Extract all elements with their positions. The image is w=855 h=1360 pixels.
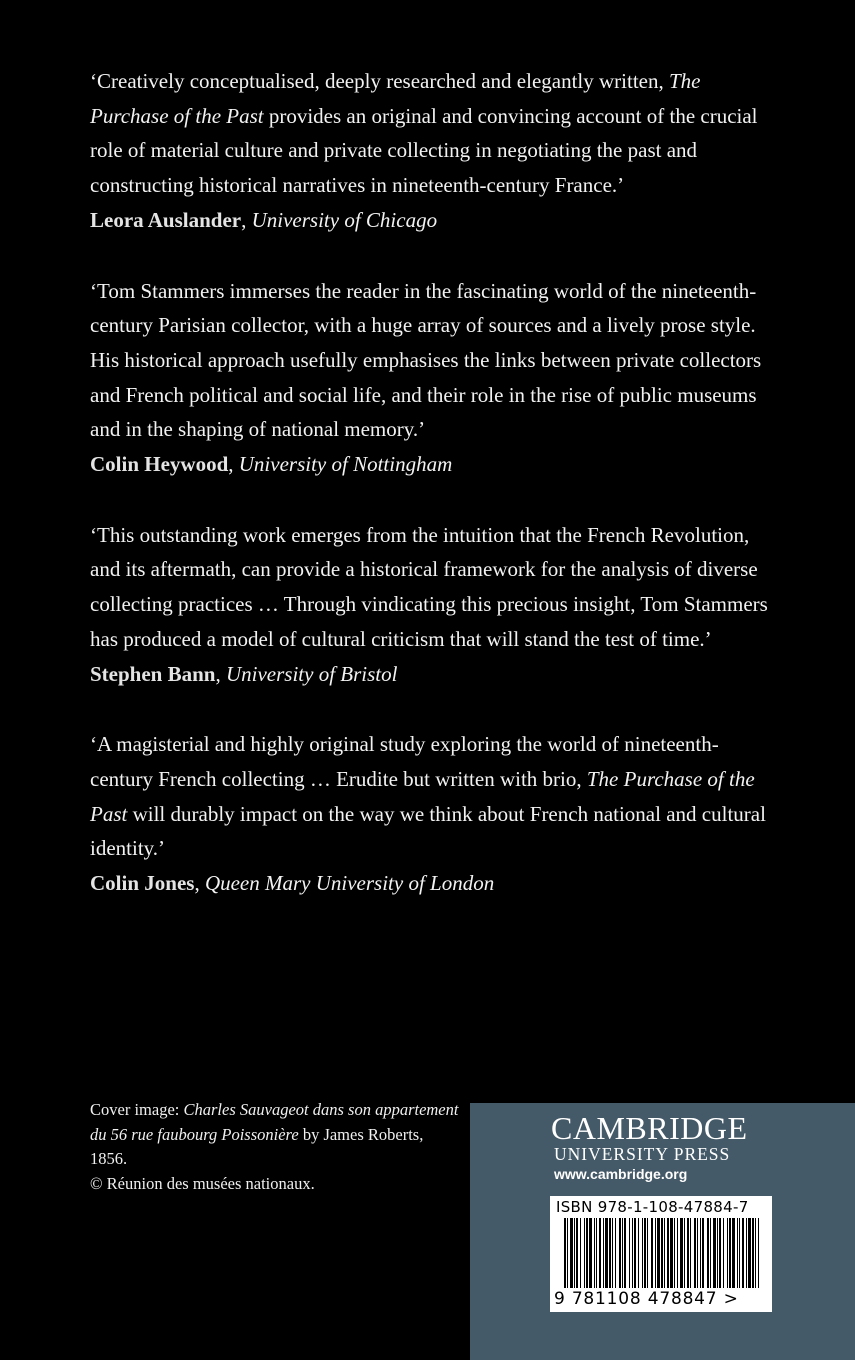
reviewer-affiliation: University of Chicago (251, 207, 438, 232)
barcode-bar (638, 1218, 639, 1288)
barcode-bar (719, 1218, 721, 1288)
isbn-barcode (550, 1196, 772, 1312)
barcode-bar (622, 1218, 623, 1288)
publisher-subname: UNIVERSITY PRESS (554, 1144, 731, 1164)
barcode-bar (739, 1218, 740, 1288)
barcode-bar (758, 1218, 759, 1288)
barcode-bar (609, 1218, 611, 1288)
barcode-bar (737, 1218, 738, 1288)
barcode-bar (670, 1218, 673, 1288)
barcode-bar (677, 1218, 678, 1288)
publisher-url: www.cambridge.org (554, 1166, 688, 1182)
barcode-bar (599, 1218, 601, 1288)
barcode-bar (567, 1218, 568, 1288)
barcode-bar (752, 1218, 754, 1288)
barcode-bar (742, 1218, 744, 1288)
barcode-bar (619, 1218, 621, 1288)
barcode-bar (723, 1218, 724, 1288)
publisher-panel (470, 1103, 855, 1360)
barcode-digits: 9 781108 478847 > (554, 1289, 739, 1309)
barcode-bar (615, 1218, 616, 1288)
barcode-bar (603, 1218, 604, 1288)
review-attribution: Colin Jones, Queen Mary University of London (90, 871, 495, 896)
publisher-logo (551, 1111, 781, 1185)
barcode-bar (629, 1218, 630, 1288)
copyright-line: © Réunion des musées nationaux. (90, 1173, 315, 1193)
reviewer-name: Stephen Bann (90, 661, 216, 686)
barcode-bar (684, 1218, 685, 1288)
review-quote: ‘A magisterial and highly original study exploring the world of nineteenth-century French collecting … Erudite but written with brio, The Purchase of the Past will durably impact on the way we think about French national and cultural identity.’ (90, 732, 766, 861)
review-quote: ‘Creatively conceptualised, deeply researched and elegantly written, The Purchase of the Past provides an original and convincing account of the crucial role of material culture and private collecting in negotiating the past and constructing historical narratives in nineteenth-century France.’ (90, 69, 758, 198)
isbn-label: ISBN 978-1-108-47884-7 (556, 1198, 749, 1216)
barcode-bar (584, 1218, 585, 1288)
barcode-bar (667, 1218, 669, 1288)
barcode-bar (732, 1218, 735, 1288)
review-3 (90, 518, 780, 692)
barcode-bar (605, 1218, 608, 1288)
barcode-bar (713, 1218, 716, 1288)
barcode-bar (586, 1218, 588, 1288)
barcode-bar (700, 1218, 701, 1288)
review-quotes (90, 64, 780, 937)
review-4 (90, 727, 780, 901)
barcode-bar (694, 1218, 696, 1288)
reviewer-affiliation: University of Nottingham (238, 452, 453, 477)
barcode-bar (644, 1218, 646, 1288)
barcode-bar (624, 1218, 626, 1288)
barcode-bar (664, 1218, 665, 1288)
book-title: The Purchase of the Past (90, 69, 701, 128)
review-quote: ‘Tom Stammers immerses the reader in the fascinating world of the nineteenth-century Parisian collector, with a huge array of sources and a lively prose style. His historical approach usefully emphasises the links between private collectors and French political and social life, and their role in the rise of public museums and in the shaping of national memory.’ (90, 278, 762, 442)
barcode-bar (661, 1218, 663, 1288)
barcode-bar (702, 1218, 704, 1288)
reviewer-name: Colin Heywood (90, 452, 229, 477)
barcode-bar (642, 1218, 643, 1288)
barcode-bar (717, 1218, 718, 1288)
barcode-bar (657, 1218, 660, 1288)
barcode-bar (612, 1218, 613, 1288)
review-attribution: Stephen Bann, University of Bristol (90, 661, 398, 686)
barcode-bar (580, 1218, 581, 1288)
barcode-bar (564, 1218, 566, 1288)
reviewer-name: Colin Jones (90, 871, 195, 896)
barcode-bar (570, 1218, 573, 1288)
barcode-bar (687, 1218, 689, 1288)
barcode-bar (748, 1218, 751, 1288)
review-attribution: Colin Heywood, University of Nottingham (90, 452, 453, 477)
reviewer-name: Leora Auslander (90, 207, 242, 232)
barcode-bar (674, 1218, 675, 1288)
review-quote: ‘This outstanding work emerges from the intuition that the French Revolution, and its aftermath, can provide a historical framework for the analysis of diverse collecting practices … Through vindicating this precious insight, Tom Stammers has produced a model of cultural criticism that will stand the test of time.’ (90, 522, 768, 651)
cover-image-credit: Cover image: Charles Sauvageot dans son appartement du 56 rue faubourg Poissonière by James Roberts, 1856. © Réunion des musées nationaux. (90, 1098, 460, 1196)
barcode-bars (564, 1218, 760, 1288)
barcode-bar (576, 1218, 578, 1288)
barcode-bar (596, 1218, 597, 1288)
barcode-bar (589, 1218, 592, 1288)
book-title: The Purchase of the Past (90, 766, 755, 826)
barcode-bar (651, 1218, 653, 1288)
reviewer-affiliation: University of Bristol (225, 661, 398, 686)
barcode-bar (655, 1218, 656, 1288)
barcode-bar (707, 1218, 709, 1288)
barcode-bar (680, 1218, 683, 1288)
barcode-bar (727, 1218, 728, 1288)
barcode-bar (710, 1218, 711, 1288)
barcode-bar (647, 1218, 648, 1288)
barcode-bar (634, 1218, 636, 1288)
review-2 (90, 274, 780, 482)
barcode-bar (690, 1218, 691, 1288)
barcode-bar (574, 1218, 575, 1288)
review-1 (90, 64, 780, 238)
barcode-bar (594, 1218, 595, 1288)
barcode-bar (632, 1218, 633, 1288)
barcode-bar (746, 1218, 747, 1288)
barcode-bar (697, 1218, 698, 1288)
barcode-bar (729, 1218, 731, 1288)
review-attribution: Leora Auslander, University of Chicago (90, 207, 438, 232)
artwork-title: Charles Sauvageot dans son appartement du 56 rue faubourg Poissonière (90, 1100, 459, 1144)
reviewer-affiliation: Queen Mary University of London (204, 871, 495, 896)
barcode-bar (755, 1218, 756, 1288)
publisher-name: CAMBRIDGE (551, 1110, 748, 1146)
